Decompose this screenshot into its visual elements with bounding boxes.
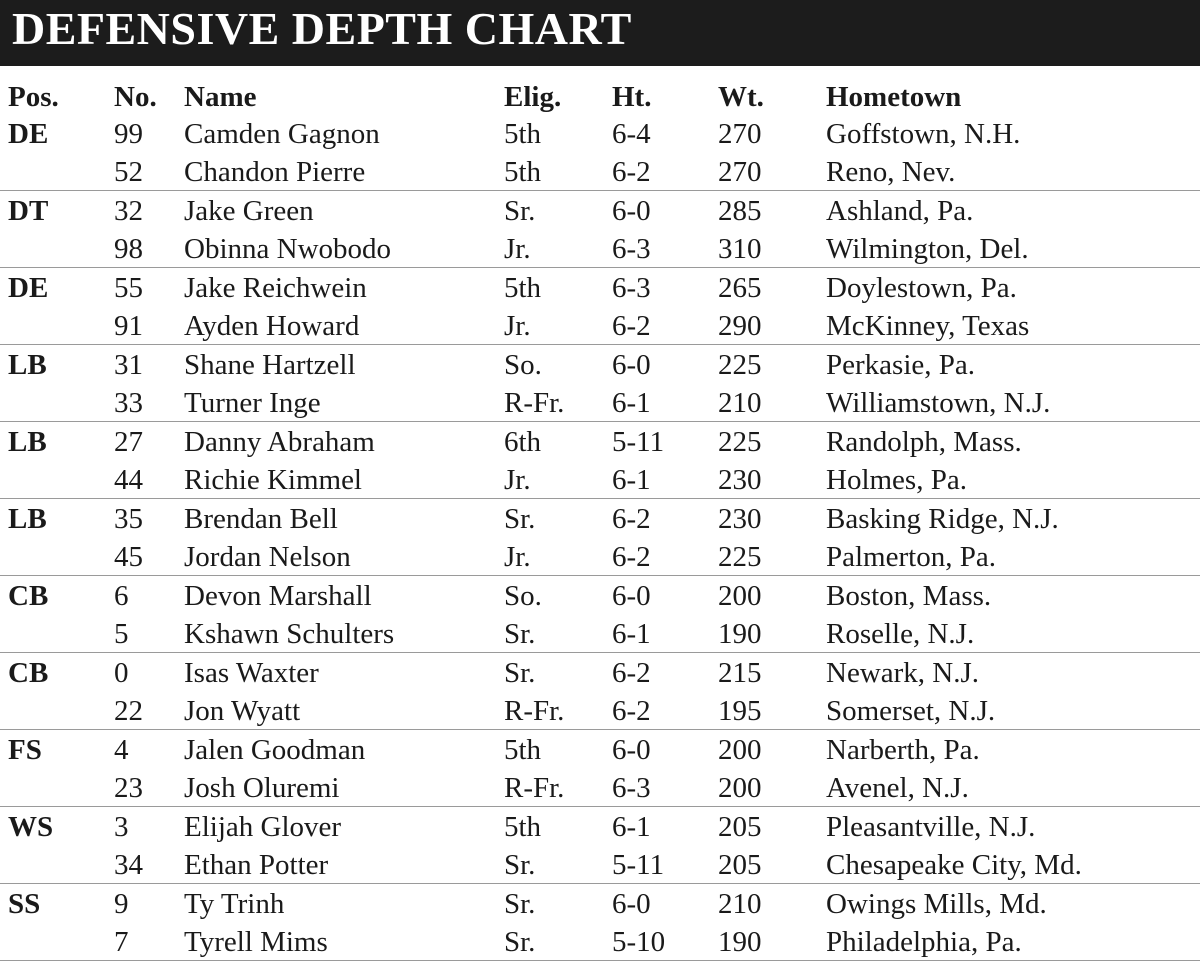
player-number: 0	[114, 657, 129, 689]
player-position	[0, 922, 110, 961]
player-eligibility: Jr.	[500, 306, 608, 345]
column-header-ht: Ht.	[612, 81, 652, 113]
player-eligibility: Sr.	[504, 657, 536, 689]
player-weight: 200	[718, 734, 762, 766]
player-height: 6-3	[612, 272, 651, 304]
player-hometown: Perkasie, Pa.	[826, 349, 975, 381]
table-row	[0, 807, 1200, 846]
player-height: 5-11	[608, 845, 714, 884]
player-name: Isas Waxter	[184, 657, 319, 689]
player-name: Devon Marshall	[184, 580, 372, 612]
player-eligibility: So.	[504, 580, 542, 612]
player-position	[0, 383, 110, 422]
player-number: 4	[114, 734, 129, 766]
column-header-no: No.	[114, 81, 157, 113]
player-position: CB	[8, 580, 49, 612]
table-row	[0, 768, 1200, 807]
player-position	[0, 845, 110, 884]
player-weight: 270	[718, 118, 762, 150]
player-eligibility: Jr.	[500, 460, 608, 499]
player-number: 5	[110, 614, 180, 653]
table-body	[0, 114, 1200, 961]
table-row	[0, 730, 1200, 769]
table-row	[0, 576, 1200, 615]
player-position	[0, 306, 110, 345]
table-row	[0, 653, 1200, 692]
column-header-name: Name	[184, 81, 257, 113]
table-row	[0, 460, 1200, 499]
player-hometown: Pleasantville, N.J.	[826, 811, 1036, 843]
player-name: Jon Wyatt	[180, 691, 500, 730]
table-row	[0, 614, 1200, 653]
player-weight: 265	[718, 272, 762, 304]
table-row	[0, 383, 1200, 422]
player-weight: 230	[714, 460, 822, 499]
player-name: Camden Gagnon	[184, 118, 380, 150]
player-name: Tyrell Mims	[180, 922, 500, 961]
player-name: Jordan Nelson	[180, 537, 500, 576]
player-eligibility: R-Fr.	[500, 691, 608, 730]
player-name: Obinna Nwobodo	[180, 229, 500, 268]
player-position	[0, 614, 110, 653]
player-hometown: Randolph, Mass.	[826, 426, 1022, 458]
table-row	[0, 152, 1200, 191]
player-position: SS	[8, 888, 41, 920]
player-name: Ty Trinh	[184, 888, 285, 920]
player-name: Turner Inge	[180, 383, 500, 422]
table-row	[0, 114, 1200, 152]
column-header-pos: Pos.	[8, 81, 59, 113]
player-position: LB	[8, 503, 47, 535]
player-position	[0, 537, 110, 576]
player-number: 55	[114, 272, 143, 304]
player-number: 33	[110, 383, 180, 422]
player-hometown: Williamstown, N.J.	[822, 383, 1200, 422]
player-number: 6	[114, 580, 129, 612]
player-position: WS	[8, 811, 54, 843]
player-number: 98	[110, 229, 180, 268]
player-hometown: Narberth, Pa.	[826, 734, 980, 766]
player-number: 3	[114, 811, 129, 843]
player-position	[0, 460, 110, 499]
player-weight: 205	[714, 845, 822, 884]
player-hometown: Holmes, Pa.	[822, 460, 1200, 499]
player-position: LB	[8, 349, 47, 381]
player-hometown: Chesapeake City, Md.	[822, 845, 1200, 884]
player-name: Chandon Pierre	[180, 152, 500, 191]
player-name: Jake Reichwein	[184, 272, 367, 304]
table-row	[0, 884, 1200, 923]
player-hometown: Wilmington, Del.	[822, 229, 1200, 268]
player-number: 22	[110, 691, 180, 730]
player-eligibility: 5th	[500, 152, 608, 191]
player-weight: 195	[714, 691, 822, 730]
player-position	[0, 691, 110, 730]
table-row	[0, 191, 1200, 230]
player-number: 7	[110, 922, 180, 961]
player-height: 6-2	[612, 503, 651, 535]
player-number: 45	[110, 537, 180, 576]
table-row	[0, 922, 1200, 961]
player-eligibility: 5th	[504, 272, 542, 304]
player-eligibility: Jr.	[500, 537, 608, 576]
player-weight: 310	[714, 229, 822, 268]
player-height: 6-2	[608, 691, 714, 730]
player-number: 44	[110, 460, 180, 499]
player-hometown: McKinney, Texas	[822, 306, 1200, 345]
player-eligibility: Sr.	[504, 195, 536, 227]
player-hometown: Palmerton, Pa.	[822, 537, 1200, 576]
player-hometown: Philadelphia, Pa.	[822, 922, 1200, 961]
player-eligibility: 5th	[504, 811, 542, 843]
player-height: 6-2	[608, 537, 714, 576]
player-name: Ayden Howard	[180, 306, 500, 345]
player-position: DE	[8, 272, 49, 304]
player-position	[0, 768, 110, 807]
player-number: 34	[110, 845, 180, 884]
column-header-elig: Elig.	[504, 81, 562, 113]
player-hometown: Avenel, N.J.	[822, 768, 1200, 807]
title-bar	[0, 0, 1200, 66]
player-number: 99	[114, 118, 143, 150]
player-position: CB	[8, 657, 49, 689]
player-height: 6-0	[612, 888, 651, 920]
player-eligibility: 6th	[504, 426, 542, 458]
player-height: 5-10	[608, 922, 714, 961]
player-height: 5-11	[612, 426, 665, 458]
player-eligibility: R-Fr.	[500, 768, 608, 807]
table-header	[0, 80, 1200, 114]
player-weight: 200	[718, 580, 762, 612]
player-weight: 210	[714, 383, 822, 422]
player-weight: 230	[718, 503, 762, 535]
player-eligibility: Sr.	[504, 888, 536, 920]
player-height: 6-0	[612, 349, 651, 381]
player-position: LB	[8, 426, 47, 458]
player-name: Elijah Glover	[184, 811, 342, 843]
player-weight: 270	[714, 152, 822, 191]
player-name: Shane Hartzell	[184, 349, 356, 381]
player-hometown: Reno, Nev.	[822, 152, 1200, 191]
player-height: 6-1	[608, 460, 714, 499]
player-height: 6-2	[612, 657, 651, 689]
player-name: Kshawn Schulters	[180, 614, 500, 653]
player-position	[0, 152, 110, 191]
player-number: 31	[114, 349, 143, 381]
page-title: DEFENSIVE DEPTH CHART	[12, 3, 632, 54]
player-eligibility: Sr.	[500, 845, 608, 884]
player-weight: 200	[714, 768, 822, 807]
player-hometown: Ashland, Pa.	[826, 195, 974, 227]
player-height: 6-0	[612, 195, 651, 227]
table-row	[0, 691, 1200, 730]
player-position: DE	[8, 118, 49, 150]
player-number: 23	[110, 768, 180, 807]
player-weight: 190	[714, 614, 822, 653]
player-height: 6-4	[612, 118, 651, 150]
table-row	[0, 499, 1200, 538]
player-height: 6-1	[608, 614, 714, 653]
player-name: Richie Kimmel	[180, 460, 500, 499]
table-row	[0, 345, 1200, 384]
player-number: 35	[114, 503, 143, 535]
column-header-wt: Wt.	[718, 81, 764, 113]
player-height: 6-3	[608, 229, 714, 268]
column-header-hometown: Hometown	[826, 81, 962, 113]
player-hometown: Goffstown, N.H.	[826, 118, 1021, 150]
player-hometown: Roselle, N.J.	[822, 614, 1200, 653]
header-row	[0, 80, 1200, 114]
player-weight: 225	[714, 537, 822, 576]
player-eligibility: Jr.	[500, 229, 608, 268]
table-row	[0, 306, 1200, 345]
player-hometown: Owings Mills, Md.	[826, 888, 1047, 920]
player-height: 6-1	[608, 383, 714, 422]
player-hometown: Boston, Mass.	[826, 580, 992, 612]
player-weight: 215	[718, 657, 762, 689]
table-row	[0, 422, 1200, 461]
player-eligibility: R-Fr.	[500, 383, 608, 422]
player-eligibility: 5th	[504, 118, 542, 150]
player-hometown: Somerset, N.J.	[822, 691, 1200, 730]
player-position: FS	[8, 734, 42, 766]
player-weight: 290	[714, 306, 822, 345]
player-eligibility: Sr.	[500, 922, 608, 961]
player-height: 6-1	[612, 811, 651, 843]
player-name: Ethan Potter	[180, 845, 500, 884]
player-eligibility: 5th	[504, 734, 542, 766]
player-hometown: Doylestown, Pa.	[826, 272, 1017, 304]
player-weight: 190	[714, 922, 822, 961]
player-name: Josh Oluremi	[180, 768, 500, 807]
player-eligibility: Sr.	[500, 614, 608, 653]
player-hometown: Basking Ridge, N.J.	[826, 503, 1059, 535]
player-eligibility: So.	[504, 349, 542, 381]
player-number: 32	[114, 195, 143, 227]
player-weight: 225	[718, 426, 762, 458]
player-weight: 285	[718, 195, 762, 227]
player-hometown: Newark, N.J.	[826, 657, 980, 689]
player-number: 27	[114, 426, 143, 458]
player-height: 6-3	[608, 768, 714, 807]
player-height: 6-0	[612, 580, 651, 612]
player-number: 91	[110, 306, 180, 345]
table-row	[0, 268, 1200, 307]
player-eligibility: Sr.	[504, 503, 536, 535]
player-name: Jalen Goodman	[184, 734, 366, 766]
player-weight: 210	[718, 888, 762, 920]
player-weight: 225	[718, 349, 762, 381]
player-weight: 205	[718, 811, 762, 843]
table-row	[0, 229, 1200, 268]
player-name: Brendan Bell	[184, 503, 338, 535]
player-number: 52	[110, 152, 180, 191]
player-position	[0, 229, 110, 268]
player-name: Danny Abraham	[184, 426, 375, 458]
player-number: 9	[114, 888, 129, 920]
player-position: DT	[8, 195, 49, 227]
table-row	[0, 845, 1200, 884]
depth-chart-table	[0, 80, 1200, 961]
player-height: 6-0	[612, 734, 651, 766]
player-height: 6-2	[608, 152, 714, 191]
table-row	[0, 537, 1200, 576]
player-name: Jake Green	[184, 195, 314, 227]
player-height: 6-2	[608, 306, 714, 345]
